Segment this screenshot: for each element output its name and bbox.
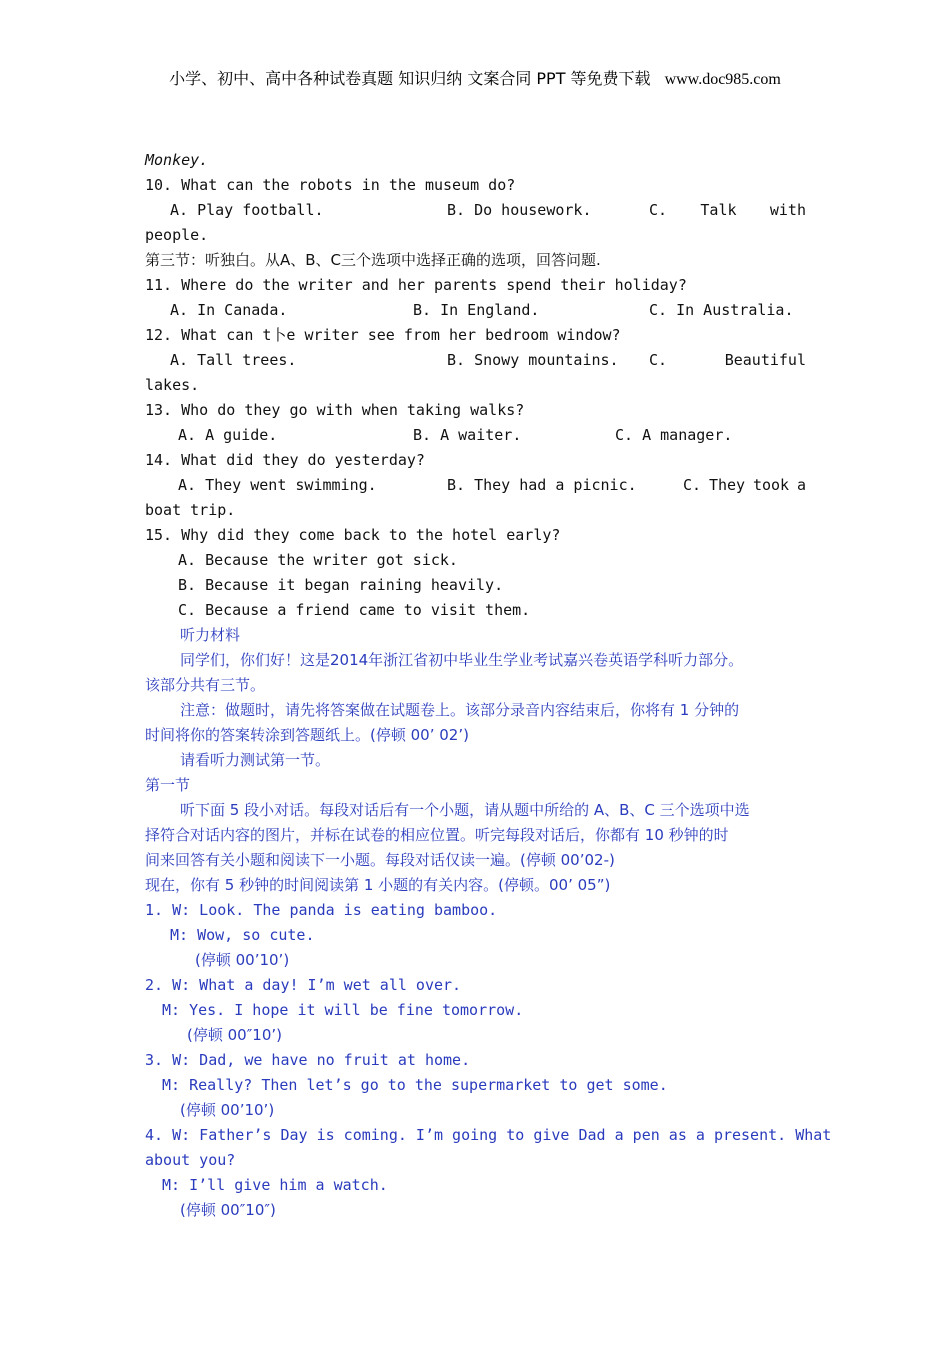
header-site: www.doc985.com	[664, 71, 781, 88]
option-a: A. A guide.	[178, 426, 278, 444]
dialogue-line: about you?	[145, 1151, 236, 1169]
transcript-line: 注意：做题时，请先将答案做在试题卷上。该部分录音内容结束后，你将有 1 分钟的	[180, 701, 740, 719]
dialogue-line: M: Yes. I hope it will be fine tomorrow.	[162, 1001, 524, 1019]
header-title: 小学、初中、高中各种试卷真题 知识归纳 文案合同 PPT 等免费下载	[169, 69, 651, 88]
option-b: B. Do housework.	[447, 201, 592, 219]
dialogue-line: 4. W: Father’s Day is coming. I’m going to give Dad a pen as a present. What	[145, 1126, 832, 1144]
dialogue-line: M: I’ll give him a watch.	[162, 1176, 388, 1194]
option-b: B. They had a picnic.	[447, 476, 637, 494]
dialogue-line: M: Wow, so cute.	[170, 926, 315, 944]
option-a: A. In Canada.	[170, 301, 288, 319]
pause-note: (停顿 00″10’)	[187, 1026, 283, 1044]
question-10: 10. What can the robots in the museum do?	[145, 176, 516, 194]
option-b: B. Snowy mountains.	[447, 351, 619, 369]
text-line: lakes.	[145, 376, 200, 394]
question-11: 11. Where do the writer and her parents spend their holiday?	[145, 276, 687, 294]
text-line: boat trip.	[145, 501, 236, 519]
option-c: C. A manager.	[615, 426, 733, 444]
option-c: C. Because a friend came to visit them.	[178, 601, 531, 619]
transcript-line: 该部分共有三节。	[145, 676, 266, 694]
option-letter: C.	[683, 476, 702, 494]
pause-note: (停顿 00’10’)	[195, 951, 290, 969]
transcript-line: 现在，你有 5 秒钟的时间阅读第 1 小题的有关内容。(停顿。00’ 05”)	[145, 876, 611, 894]
option-word: They	[708, 476, 746, 494]
option-word: a	[796, 476, 806, 494]
transcript-line: 听下面 5 段小对话。每段对话后有一个小题，请从题中所给的 A、B、C 三个选项中选	[180, 801, 750, 819]
question-14: 14. What did they do yesterday?	[145, 451, 425, 469]
option-a: A. Tall trees.	[170, 351, 297, 369]
transcript-line: 请看听力测试第一节。	[180, 751, 331, 769]
transcript-heading: 听力材料	[180, 626, 241, 644]
transcript-section: 第一节	[145, 776, 191, 794]
pause-note: (停顿 00″10″)	[180, 1201, 276, 1219]
text-line: people.	[145, 226, 209, 244]
option-letter: C.	[649, 351, 668, 369]
option-word: Beautiful	[724, 351, 806, 369]
option-b: B. A waiter.	[413, 426, 522, 444]
dialogue-line: M: Really? Then let’s go to the supermarket to get some.	[162, 1076, 668, 1094]
option-word: Talk	[700, 201, 737, 219]
option-c: C. In Australia.	[649, 301, 794, 319]
dialogue-line: 1. W: Look. The panda is eating bamboo.	[145, 901, 498, 919]
option-word: with	[769, 201, 806, 219]
dialogue-line: 3. W: Dad, we have no fruit at home.	[145, 1051, 471, 1069]
question-12: 12. What can t卜e writer see from her bedroom window?	[145, 326, 621, 344]
option-c	[649, 200, 806, 220]
option-word: took	[752, 476, 790, 494]
option-b: B. In England.	[413, 301, 540, 319]
option-letter: C.	[649, 201, 668, 219]
section-heading: 第三节：听独白。从A、B、C三个选项中选择正确的选项，回答问题.	[145, 251, 601, 269]
transcript-line: 间来回答有关小题和阅读下一小题。每段对话仅读一遍。(停顿 00’02-)	[145, 851, 615, 869]
option-a: A. They went swimming.	[178, 476, 377, 494]
option-c	[649, 350, 806, 370]
question-15: 15. Why did they come back to the hotel early?	[145, 526, 561, 544]
option-b: B. Because it began raining heavily.	[178, 576, 504, 594]
pause-note: (停顿 00’10’)	[180, 1101, 275, 1119]
option-c	[683, 475, 806, 495]
dialogue-line: 2. W: What a day! I’m wet all over.	[145, 976, 462, 994]
option-a: A. Play football.	[170, 201, 324, 219]
transcript-line: 同学们，你们好！这是2014年浙江省初中毕业生学业考试嘉兴卷英语学科听力部分。	[180, 651, 744, 669]
question-13: 13. Who do they go with when taking walks?	[145, 401, 525, 419]
page-header	[0, 66, 950, 89]
text-line: Monkey.	[145, 151, 209, 169]
transcript-line: 择符合对话内容的图片，并标在试卷的相应位置。听完每段对话后，你都有 10 秒钟的时	[145, 826, 729, 844]
option-a: A. Because the writer got sick.	[178, 551, 458, 569]
transcript-line: 时间将你的答案转涂到答题纸上。(停顿 00’ 02’)	[145, 726, 469, 744]
